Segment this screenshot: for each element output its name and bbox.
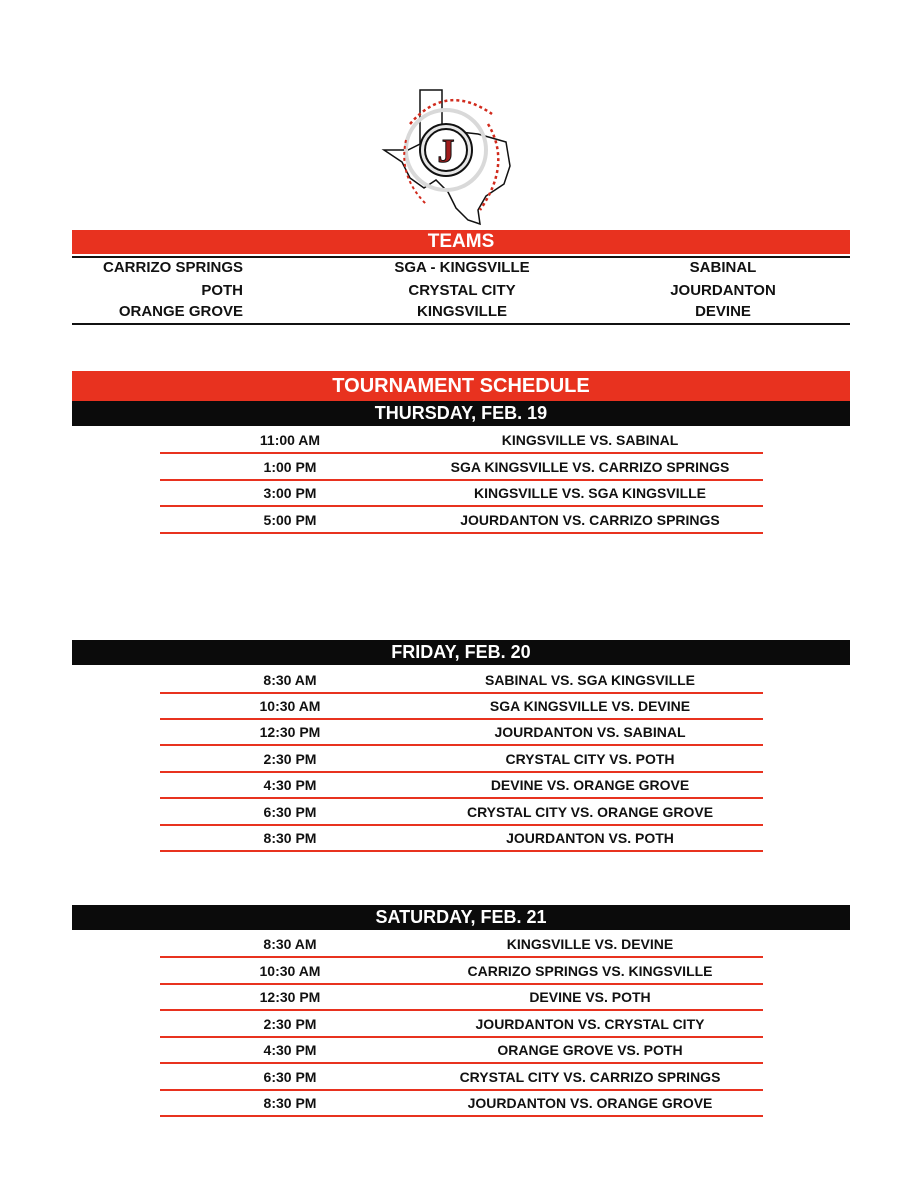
row-divider — [160, 532, 763, 534]
team-name: DEVINE — [695, 303, 751, 320]
game-matchup: SGA KINGSVILLE VS. DEVINE — [489, 698, 691, 714]
game-matchup: KINGSVILLE VS. SGA KINGSVILLE — [473, 485, 707, 501]
row-divider — [160, 1115, 763, 1117]
row-divider — [160, 956, 763, 958]
game-matchup: CRYSTAL CITY VS. POTH — [505, 751, 675, 767]
team-name: SGA - KINGSVILLE — [394, 259, 530, 276]
team-name: CRYSTAL CITY — [408, 282, 516, 299]
row-divider — [160, 1009, 763, 1011]
game-time: 10:30 AM — [259, 698, 321, 714]
team-name: POTH — [201, 282, 243, 299]
game-row — [160, 508, 763, 534]
row-divider — [160, 744, 763, 746]
day-header-saturday: SATURDAY, FEB. 21 — [72, 905, 850, 930]
game-matchup: KINGSVILLE VS. DEVINE — [506, 936, 674, 952]
game-matchup: ORANGE GROVE VS. POTH — [497, 1042, 683, 1058]
game-matchup: DEVINE VS. POTH — [529, 989, 651, 1005]
game-matchup: KINGSVILLE VS. SABINAL — [501, 432, 679, 448]
game-row — [160, 668, 763, 694]
emblem-letter: J — [437, 133, 455, 170]
teams-heading: TEAMS — [72, 230, 850, 254]
game-matchup: JOURDANTON VS. ORANGE GROVE — [467, 1095, 713, 1111]
row-divider — [160, 1062, 763, 1064]
game-time: 10:30 AM — [259, 963, 321, 979]
day-header-friday: FRIDAY, FEB. 20 — [72, 640, 850, 665]
game-time: 4:30 PM — [263, 1042, 317, 1058]
game-matchup: CARRIZO SPRINGS VS. KINGSVILLE — [467, 963, 713, 979]
game-row — [160, 481, 763, 507]
row-divider — [160, 505, 763, 507]
game-matchup: JOURDANTON VS. SABINAL — [494, 724, 686, 740]
game-matchup: JOURDANTON VS. CARRIZO SPRINGS — [460, 512, 720, 528]
game-matchup: JOURDANTON VS. POTH — [506, 830, 674, 846]
game-row — [160, 720, 763, 746]
game-matchup: DEVINE VS. ORANGE GROVE — [490, 777, 690, 793]
game-row — [160, 747, 763, 773]
game-row — [160, 1012, 763, 1038]
game-time: 12:30 PM — [259, 989, 321, 1005]
game-row — [160, 773, 763, 799]
game-time: 12:30 PM — [259, 724, 321, 740]
row-divider — [160, 452, 763, 454]
game-row — [160, 1038, 763, 1064]
team-name: ORANGE GROVE — [118, 303, 243, 320]
game-time: 11:00 AM — [259, 432, 321, 448]
game-matchup: SGA KINGSVILLE VS. CARRIZO SPRINGS — [450, 459, 730, 475]
game-time: 6:30 PM — [263, 804, 317, 820]
game-time: 8:30 AM — [263, 672, 317, 688]
game-time: 8:30 PM — [263, 1095, 317, 1111]
game-row — [160, 694, 763, 720]
team-name: JOURDANTON — [670, 282, 776, 299]
teams-bottom-rule — [72, 323, 850, 325]
game-time: 4:30 PM — [263, 777, 317, 793]
game-time: 6:30 PM — [263, 1069, 317, 1085]
game-row — [160, 826, 763, 852]
game-time: 8:30 PM — [263, 830, 317, 846]
day-header-thursday: THURSDAY, FEB. 19 — [72, 401, 850, 426]
team-name: KINGSVILLE — [416, 303, 508, 320]
game-row — [160, 959, 763, 985]
game-matchup: SABINAL VS. SGA KINGSVILLE — [484, 672, 696, 688]
game-row — [160, 932, 763, 958]
team-name: SABINAL — [689, 259, 757, 276]
game-row — [160, 1065, 763, 1091]
game-matchup: CRYSTAL CITY VS. ORANGE GROVE — [466, 804, 714, 820]
team-name: CARRIZO SPRINGS — [102, 259, 243, 276]
game-time: 1:00 PM — [263, 459, 317, 475]
game-time: 5:00 PM — [263, 512, 317, 528]
game-time: 3:00 PM — [263, 485, 317, 501]
game-row — [160, 1091, 763, 1117]
game-row — [160, 428, 763, 454]
schedule-heading: TOURNAMENT SCHEDULE — [72, 371, 850, 401]
row-divider — [160, 797, 763, 799]
game-row — [160, 985, 763, 1011]
teams-list — [72, 257, 850, 323]
game-time: 2:30 PM — [263, 751, 317, 767]
game-row — [160, 455, 763, 481]
texas-baseball-logo — [380, 84, 530, 228]
row-divider — [160, 850, 763, 852]
game-row — [160, 800, 763, 826]
game-time: 8:30 AM — [263, 936, 317, 952]
game-time: 2:30 PM — [263, 1016, 317, 1032]
game-matchup: CRYSTAL CITY VS. CARRIZO SPRINGS — [459, 1069, 721, 1085]
game-matchup: JOURDANTON VS. CRYSTAL CITY — [475, 1016, 705, 1032]
